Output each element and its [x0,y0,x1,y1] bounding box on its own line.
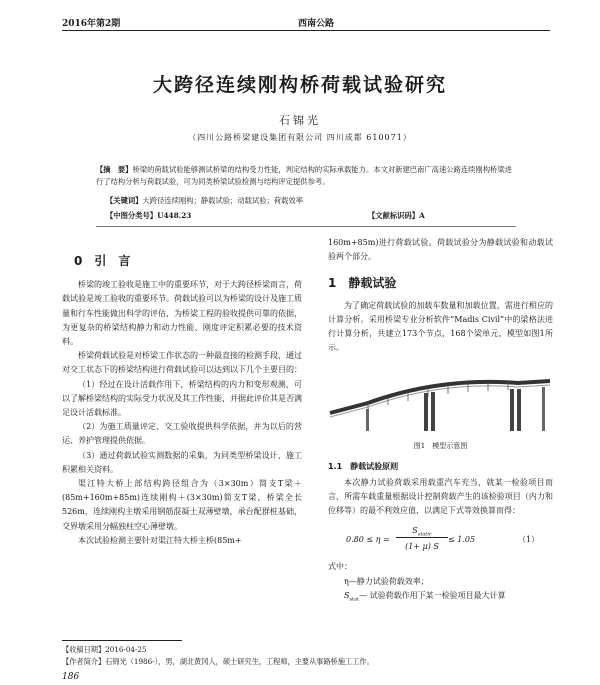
figure-1-caption: 图1 模型示意图 [413,442,468,451]
classification-code: U448.23 [157,211,192,220]
intro-item-1: （1）经过在设计活载作用下，桥梁结构的内力和变形观测，可以了解桥梁结构的实际受力状况及其工作性能，并据此评价其是否满足设计活载标准。 [62,379,302,418]
eta-definition: η—静力试验荷载效率； [344,576,429,586]
keywords-text: 大跨径连续刚构；静载试验；动载试验；荷载效率 [142,196,304,205]
paper-title: 大跨径连续刚构桥荷载试验研究 [152,74,447,96]
keywords [106,196,303,206]
section-1-1-heading: 1.1 静载试验原则 [328,461,399,471]
right-column [328,236,553,607]
bridge-model-figure [328,359,553,437]
author-info: 【作者简介】石锦光（1986-），男，湖北黄冈人，硕士研究生，工程师，主要从事路桥施工工作。 [62,657,374,666]
equation-left: 0.80 ≤ η = [346,535,390,545]
intro-item-2: （2）为施工质量评定、交工验收提供科学依据，并为以后的营运、养护管理提供依据。 [62,422,302,446]
keywords-label: 【关键词】 [106,196,143,205]
abstract-text: 桥梁的荷载试验能够测试桥梁的结构受力性能，判定结构的实际承载能力。本文对新建巴南广高速公路连续刚构桥梁进行了结构分析与荷载试验，可为同类桥梁试验检测与结构评定提供参考。 [96,165,512,186]
abstract [96,164,514,187]
page-number: 186 [62,672,80,682]
equation-number: （1） [518,535,540,545]
equation-right: ≤ 1.05 [448,535,476,545]
fraction-bar [396,537,448,538]
section-0-heading: 0 引 言 [74,254,131,268]
received-date: 【收稿日期】2016-04-25 [62,645,147,654]
equation-denominator: (1+ μ) S [405,542,439,552]
doc-code-label: 【文献标识码】 [368,211,420,220]
intro-paragraph-test: 本次试验检测主要针对渠江特大桥主桥(85m+ [78,535,242,545]
journal-name: 西南公路 [298,19,335,29]
s-symbol: S [344,590,350,600]
footnote-rule [62,640,182,641]
s-definition [328,589,553,607]
section-1-heading: 1 静载试验 [328,276,397,291]
where-label: 式中： [328,562,352,572]
abstract-label: 【摘 要】 [96,165,133,174]
intro-paragraph-bridge: 渠江特大桥上部结构跨径组合为（3×30m）简支T梁＋(85m+160m+85m)连续刚构＋(3×30m)简支T梁，桥梁全长526m，连续刚构主墩采用钢筋混凝土双薄壁墩，承台配群桩基础，交界墩采用分幅独柱空心薄壁墩。 [62,479,302,531]
s-subscript: stat [349,596,360,603]
classification [106,211,191,221]
intro-paragraph-2: 桥梁荷载试验是对桥梁工作状态的一种最直接的检测手段，通过对交工状态下的桥梁结构进行荷载试验可以达到以下几个主要目的： [62,351,302,375]
header-rule [62,30,550,31]
issue-label: 2016年第2期 [62,19,121,29]
intro-paragraph-1: 桥梁的竣工验收是施工中的重要环节，对于大跨径桥梁而言，荷载试验是竣工验收的重要环节。荷载试验可以为桥梁的设计及施工质量和行车性能做出科学的评估，为桥梁工程的验收提供可靠的依据，为更复杂的桥梁结构静力和动力性能、刚度评定积累必要的技术资料。 [62,280,302,347]
classification-label: 【中图分类号】 [106,211,158,220]
author-name: 石锦光 [279,114,321,127]
static-continued-paragraph: 160m+85m)进行荷载试验。荷载试验分为静载试验和动载试验两个部分。 [328,238,553,262]
left-column [62,236,302,548]
static-paragraph-1: 为了确定荷载试验的加载车数量和加载位置，需进行相应的计算分析。采用桥梁专业分析软件“Madis Civil”中的梁格法进行计算分析，共建立173个节点，168个梁单元，模型如图1所示。 [328,300,553,353]
abstract-rule [96,226,516,227]
doc-code-value: A [419,211,425,220]
intro-item-3: （3）通过荷载试验实测数据的采集，为同类型桥梁设计、施工积累相关资料。 [62,450,302,474]
doc-code [368,211,425,221]
equation-numerator-symbol: S [412,526,418,536]
affiliation: （四川公路桥梁建设集团有限公司 四川成都 610071） [188,133,412,142]
static-principle-paragraph: 本次静力试验荷载采用载重汽车充当，就某一检验项目而言，所需车载重量根据设计控制荷载产生的该检验项目（内力和位移等）的最不利效应值，以满足下式等效换算而得： [328,477,553,516]
s-definition-text: — 试验荷载作用下某一检验项目最大计算 [359,590,506,600]
equation-1 [328,522,553,556]
equation-numerator-sub: static [417,532,432,539]
